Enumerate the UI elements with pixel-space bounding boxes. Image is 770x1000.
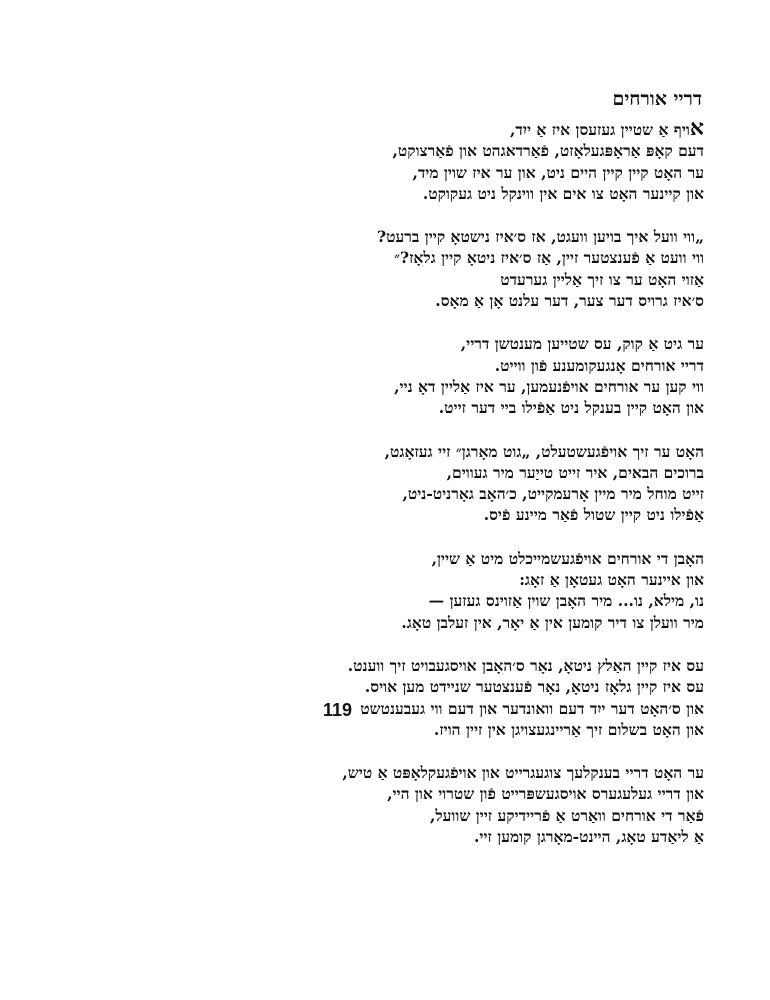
poem-line: ווי וועט אַ פֿענצטער זיין, אַז ס׳איז ניטאָ קיין גלאָז?״ xyxy=(394,248,704,268)
poem-line: און ס׳האָט דער ייִד דעם וואונדער און דעם ווי געבענטשט xyxy=(360,698,704,718)
poem-line: ווי קען ער אורחים אויפֿנעמען, ער איז אַליין דאָ ניי, xyxy=(394,376,704,396)
stanza xyxy=(284,762,704,847)
poem-line: ער גיט אַ קוק, עס שטייען מענטשן דריי, xyxy=(460,334,704,354)
poem-line: אויף אַ שטיין געזעסן איז אַ ייִד, xyxy=(510,115,704,141)
poem-line: אַזוי האָט ער צו זיך אַליין גערעדט xyxy=(500,269,704,289)
stanza xyxy=(284,333,704,418)
poem-line: נו, מילא, נו... מיר האָבן שוין אַזוינס געזען — xyxy=(428,591,704,611)
stanza xyxy=(284,548,704,633)
poem-line: און האָט קיין בענקל ניט אַפֿילו ביי דער זייט. xyxy=(438,398,704,418)
poem-title: דריי אורחים xyxy=(612,88,702,110)
stanza xyxy=(284,655,704,740)
poem-line: אַ ליאַדע טאָג, היינט-מאָרגן קומען זיי. xyxy=(474,827,704,847)
poem-line: פֿאַר די אורחים וואַרט אַ פֿריידיקע זיין שוועל, xyxy=(429,805,704,825)
stanza xyxy=(284,226,704,311)
poem-line: אַפֿילו ניט קיין שטול פֿאַר מיינע פֿיס. xyxy=(483,505,704,525)
poem-line: און קיינער האָט צו אים אין ווינקל ניט געקוקט. xyxy=(422,183,704,203)
page-number: 119 xyxy=(323,700,353,720)
poem-line: דעם קאָפּ אַראָפּגעלאָזט, פֿאַרדאגהט און פֿאַרצוקט, xyxy=(392,141,704,161)
poem-line: ער האָט דריי בענקלעך צוגעגרייט און אויפֿגעקלאָפּט אַ טיש, xyxy=(342,763,704,783)
poem-line: און דריי געלעגערס אויסגעשפּרייט פֿון שטרוי און היי, xyxy=(387,784,704,804)
poem-line: עס איז קיין גלאָז ניטאָ, נאָר פֿענצטער שניידט מען אויס. xyxy=(364,677,704,697)
poem-line: האָבן די אורחים אויפֿגעשמייכלט מיט אַ שיין, xyxy=(431,548,704,568)
poem-line: דריי אורחים אָנגעקומענע פֿון ווייט. xyxy=(494,355,704,375)
poem-line: זייט מוחל מיר מיין אָרעמקייט, כ׳האָב גאָרניט-ניט, xyxy=(402,484,704,504)
stanza xyxy=(284,441,704,526)
poem-line: עס איז קיין האַלץ ניטאָ, נאָר ס׳האָבן אויסגעבויט זיך ווענט. xyxy=(347,655,704,675)
poem-line: ס׳איז גרויס דער צער, דער עלנט אָן אַ מאָס. xyxy=(435,291,704,311)
poem-body xyxy=(284,115,704,869)
poem-line: מיר וועלן צו דיר קומען אין אַ יאָר, אין זעלבן טאָג. xyxy=(401,612,704,632)
poem-line: און איינער האָט געטאָן אַ זאָג: xyxy=(519,570,704,590)
poem-line: ער האָט קיין קיין היים ניט, און ער איז שוין מיד, xyxy=(412,162,704,182)
poem-line: און האָט בשלום זיך אַריינגעצויגן אין זיין הויז. xyxy=(433,719,704,739)
poem-line: ברוכים הבאים, איר זייט טייַער מיר געווים, xyxy=(446,462,704,482)
poem-line: האָט ער זיך אויפֿגעשטעלט, „גוט מאָרגן״ זיי געזאָגט, xyxy=(384,441,704,461)
poem-line: „ווי וועל איך בויען וועגט, אז ס׳איז נישטאָ קיין ברעט? xyxy=(377,227,704,247)
stanza xyxy=(284,115,704,204)
